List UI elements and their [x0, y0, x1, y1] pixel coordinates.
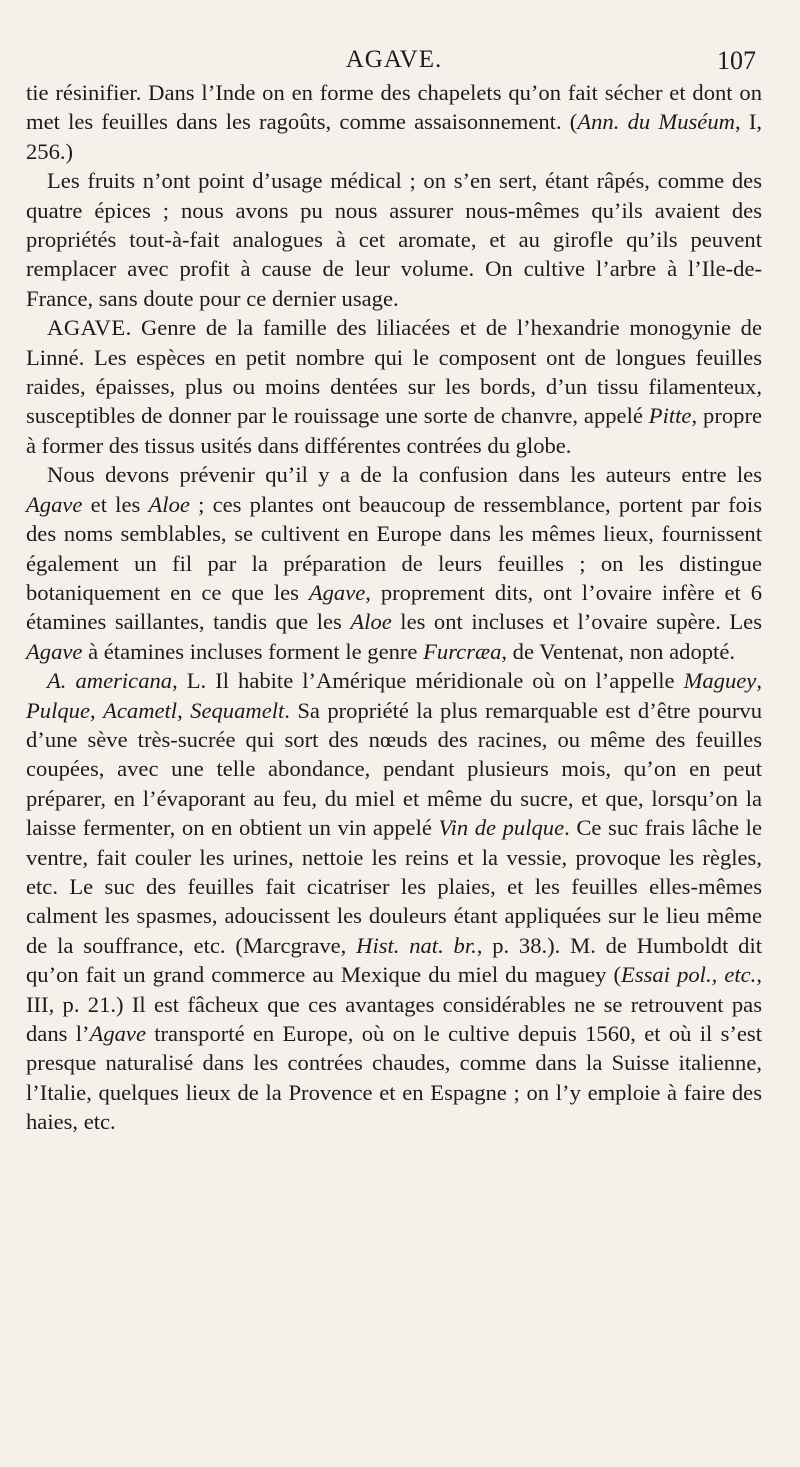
text-run: , L. Il habite l’Amérique méridionale où on l’appelle: [172, 668, 684, 694]
text-run: ,: [756, 668, 762, 694]
italic-text: Hist. nat. br.: [356, 932, 477, 958]
text-run: les ont incluses et l’ovaire supère. Les: [391, 609, 763, 635]
italic-text: Sequamelt: [190, 697, 285, 723]
text-run: ,: [177, 697, 191, 723]
italic-text: Agave: [26, 638, 83, 664]
paragraph: [26, 460, 762, 666]
text-run: , I, 256.): [26, 109, 762, 164]
italic-text: Aloe: [148, 491, 190, 517]
text-run: . Sa propriété la plus remarquable est d’être pourvu d’une sève très-sucrée qui sort des nœuds des racines, ou même des feuilles coupées, avec une telle abondance, pendant plusieurs mois, qu’on en peut préparer, en l’évaporant au feu, du miel et même du sucre, et que, lorsqu’on la laisse fermenter, on en obtient un vin appelé: [26, 697, 763, 841]
italic-text: A. americana: [47, 668, 173, 694]
text-run: . Ce suc frais lâche le ventre, fait couler les urines, nettoie les reins et la vessie, provoque les règles, etc. Le suc des feuilles fait cicatriser les plaies, et les feuilles elles-mêmes calment les spasmes, adoucissent les douleurs étant appliquées sur le lieu même de la souffrance, etc. (Marcgrave,: [26, 815, 762, 958]
text-run: transporté en Europe, où on le cultive depuis 1560, et où il s’est presque naturalisé dans les contrées chaudes, comme dans la Suisse italienne, l’Italie, quelques lieux de la Provence et en Espagne ; on l’y emploie à faire des haies, etc.: [26, 1021, 762, 1135]
text-run: ,: [90, 697, 104, 723]
text-run: ; ces plantes ont beaucoup de ressemblance, portent par fois des noms semblables, se cultivent en Europe dans les mêmes lieux, fournissent également un fil par la préparation de leurs feuilles ; on les distingue botaniquement en ce que les: [26, 491, 762, 605]
page-number: 107: [717, 46, 756, 75]
text-run: , III, p. 21.) Il est fâcheux que ces avantages considérables ne se retrouvent pas dans l’: [26, 962, 762, 1046]
paragraph: [26, 166, 762, 313]
italic-text: Agave: [89, 1021, 146, 1046]
text-run: Nous devons prévenir qu’il y a de la confusion dans les auteurs entre les: [47, 462, 762, 488]
running-head: AGAVE.: [345, 46, 443, 73]
italic-text: Pitte: [648, 403, 692, 429]
italic-text: Essai pol., etc.: [621, 962, 757, 988]
text-run: à étamines incluses forment le genre: [82, 638, 424, 664]
body-text: [26, 78, 762, 1137]
italic-text: Acametl: [103, 697, 178, 723]
text-run: et les: [82, 491, 149, 517]
italic-text: Maguey: [683, 668, 757, 694]
text-run: Les fruits n’ont point d’usage médical ; on s’en sert, étant râpés, comme des quatre épices ; nous avons pu nous assurer nous-mêmes qu’ils avaient des propriétés tout-à-fait analogues à cet aromate, et au girofle qu’ils peuvent remplacer avec profit à cause de leur volume. On cultive l’arbre à l’Ile-de-France, sans doute pour ce dernier usage.: [26, 168, 762, 311]
italic-text: Aloe: [350, 609, 392, 635]
text-run: , propre à former des tissus usités dans différentes contrées du globe.: [26, 403, 763, 458]
text-run: , p. 38.). M. de Humboldt dit qu’on fait un grand commerce au Mexique du miel du maguey (: [26, 932, 763, 988]
page-header: [26, 38, 762, 78]
paragraph: [26, 78, 762, 166]
text-run: tie résinifier. Dans l’Inde on en forme des chapelets qu’on fait sécher et dont on met les feuilles dans les ragoûts, comme assaisonnement. (: [26, 80, 762, 135]
italic-text: Agave: [308, 579, 366, 605]
italic-text: Vin de pulque: [438, 815, 565, 841]
italic-text: Furcræa: [423, 638, 502, 664]
paragraph: [26, 313, 762, 460]
text-run: . Genre de la famille des liliacées et de l’hexandrie monogynie de Linné. Les espèces en petit nombre qui le composent ont de longues feuilles raides, épaisses, plus ou moins dentées sur les bords, d’un tissu filamenteux, susceptibles de donner par le rouissage une sorte de chanvre, appelé: [26, 315, 762, 429]
paragraph: [26, 666, 762, 1137]
text-run: , proprement dits, ont l’ovaire infère et 6 étamines saillantes, tandis que les: [26, 579, 762, 635]
italic-text: Agave: [26, 491, 83, 517]
italic-text: Pulque: [26, 697, 90, 723]
text-run: , de Ventenat, non adopté.: [501, 638, 735, 664]
italic-text: Ann. du Muséum: [577, 109, 735, 135]
headword: AGAVE: [47, 315, 126, 341]
